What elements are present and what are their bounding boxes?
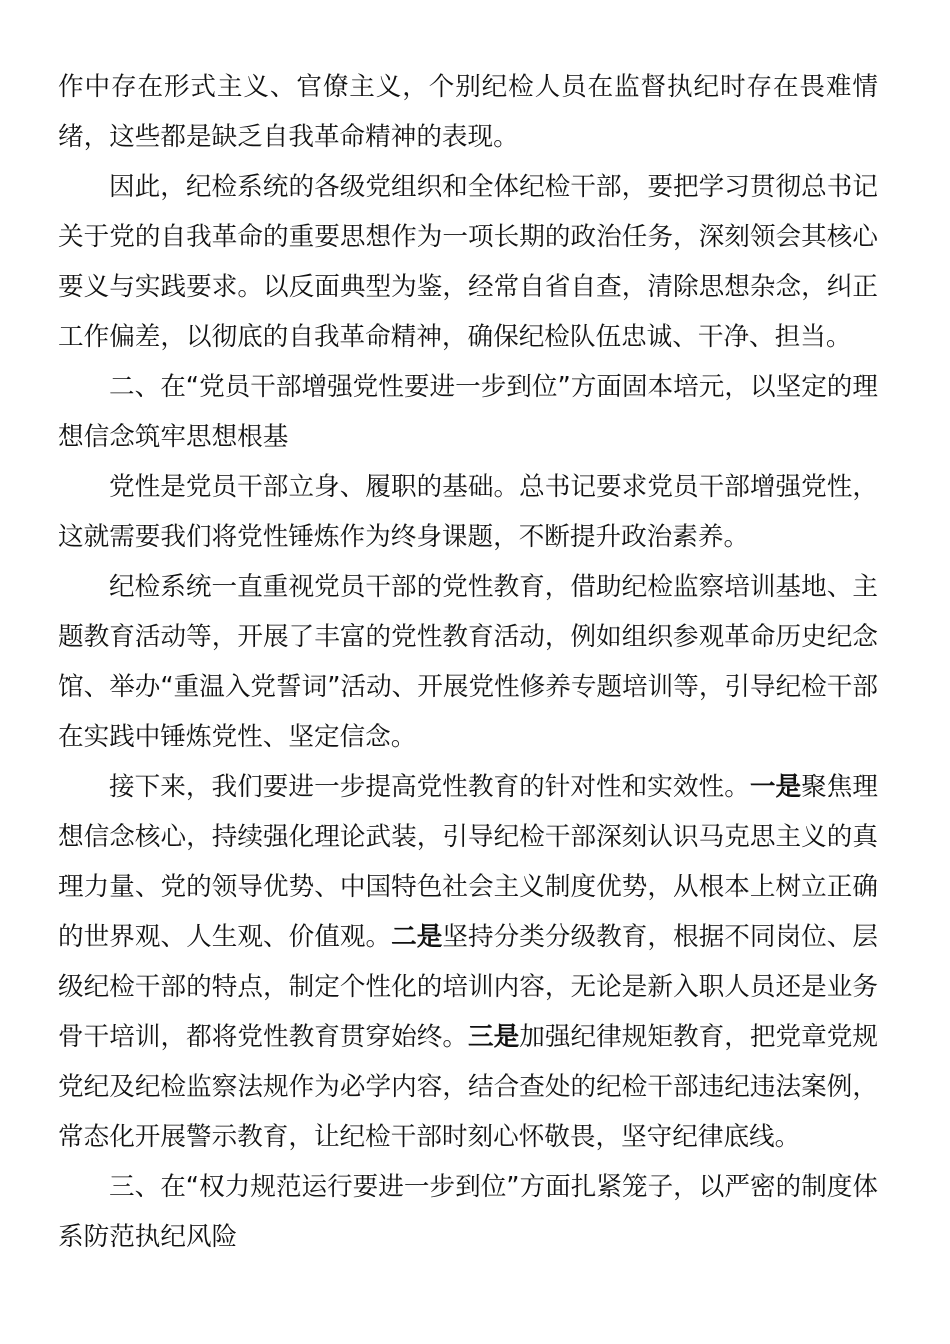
paragraph-education-activities: 纪检系统一直重视党员干部的党性教育，借助纪检监察培训基地、主题教育活动等，开展了丰富的党性教育活动，例如组织参观革命历史纪念馆、举办“重温入党誓词”活动、开展党性修养专题培训等，引导纪检干部在实践中锤炼党性、坚定信念。: [58, 572, 878, 752]
document-page: [58, 62, 878, 1262]
point-1-text: 聚焦理想信念核心，持续强化理论武装，引导纪检干部深刻认识马克思主义的真理力量、党的领导优势、中国特色社会主义制度优势，从根本上树立正确的世界观、人生观、价值观。: [58, 772, 878, 952]
next-steps-intro: 接下来，我们要进一步提高党性教育的针对性和实效性。: [109, 772, 750, 802]
paragraph-therefore: 因此，纪检系统的各级党组织和全体纪检干部，要把学习贯彻总书记关于党的自我革命的重要思想作为一项长期的政治任务，深刻领会其核心要义与实践要求。以反面典型为鉴，经常自省自查，清除思想杂念，纠正工作偏差，以彻底的自我革命精神，确保纪检队伍忠诚、干净、担当。: [58, 172, 878, 352]
section-heading-2: 二、在“党员干部增强党性要进一步到位”方面固本培元，以坚定的理想信念筑牢思想根基: [58, 372, 878, 452]
point-1-label: 一是: [749, 772, 802, 802]
paragraph-next-steps: [58, 762, 878, 1162]
point-3-text: 加强纪律规矩教育，把党章党规党纪及纪检监察法规作为必学内容，结合查处的纪检干部违纪违法案例，常态化开展警示教育，让纪检干部时刻心怀敬畏，坚守纪律底线。: [58, 1022, 878, 1152]
paragraph-continuation: 作中存在形式主义、官僚主义，个别纪检人员在监督执纪时存在畏难情绪，这些都是缺乏自我革命精神的表现。: [58, 72, 878, 152]
section-heading-3: 三、在“权力规范运行要进一步到位”方面扎紧笼子，以严密的制度体系防范执纪风险: [58, 1172, 878, 1252]
point-2-text: 坚持分类分级教育，根据不同岗位、层级纪检干部的特点，制定个性化的培训内容，无论是新入职人员还是业务骨干培训，都将党性教育贯穿始终。: [58, 922, 878, 1052]
point-3-label: 三是: [468, 1022, 520, 1052]
paragraph-party-spirit: 党性是党员干部立身、履职的基础。总书记要求党员干部增强党性，这就需要我们将党性锤炼作为终身课题，不断提升政治素养。: [58, 472, 878, 552]
point-2-label: 二是: [391, 922, 443, 952]
